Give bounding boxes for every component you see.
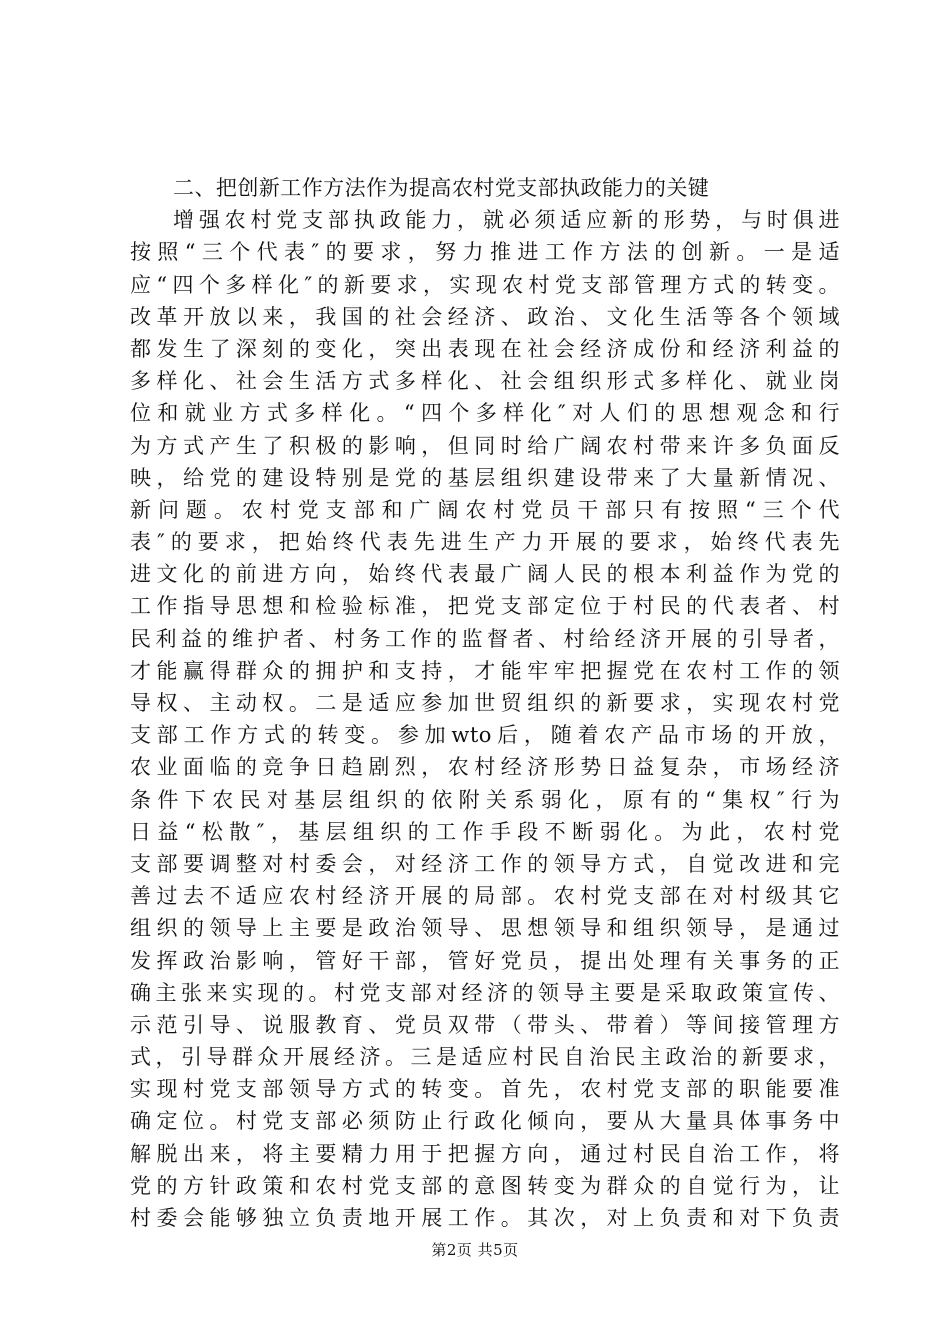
text-line: 增强农村党支部执政能力，就必须适应新的形势，与时俱进 xyxy=(173,208,840,233)
text-line: 映，给党的建设特别是党的基层组织建设带来了大量新情况、 xyxy=(130,465,840,490)
text-line: 改革开放以来，我国的社会经济、政治、文化生活等各个领域 xyxy=(130,304,840,329)
text-line: 确定位。村党支部必须防止行政化倾向，要从大量具体事务中 xyxy=(130,1109,840,1134)
text-line: 多样化、社会生活方式多样化、社会组织形式多样化、就业岗 xyxy=(130,369,840,394)
text-line: 日益“松散″，基层组织的工作手段不断弱化。为此，农村党 xyxy=(130,819,840,844)
text-line: 导权、主动权。二是适应参加世贸组织的新要求，实现农村党 xyxy=(130,691,840,715)
text-line: 村委会能够独立负责地开展工作。其次，对上负责和对下负责 xyxy=(130,1206,840,1230)
text-line: 善过去不适应农村经济开展的局部。农村党支部在对村级其它 xyxy=(130,884,840,909)
body-text xyxy=(130,172,840,1234)
text-line: 农业面临的竞争日趋剧烈，农村经济形势日益复杂，市场经济 xyxy=(130,755,840,780)
text-line: 都发生了深刻的变化，突出表现在社会经济成份和经济利益的 xyxy=(130,336,840,361)
text-line: 组织的领导上主要是政治领导、思想领导和组织领导，是通过 xyxy=(130,916,840,941)
text-line: 条件下农民对基层组织的依附关系弱化，原有的“集权″行为 xyxy=(130,787,840,812)
text-line: 新问题。农村党支部和广阔农村党员干部只有按照“三个代 xyxy=(130,497,840,522)
text-line: 示范引导、说服教育、党员双带（带头、带着）等间接管理方 xyxy=(130,1012,840,1037)
text-line: 式，引导群众开展经济。三是适应村民自治民主政治的新要求， xyxy=(130,1045,840,1070)
text-line: 支部要调整对村委会，对经济工作的领导方式，自觉改进和完 xyxy=(130,851,840,876)
page-number-footer: 第2页 共5页 xyxy=(431,1241,519,1259)
text-line: 表″的要求，把始终代表先进生产力开展的要求，始终代表先 xyxy=(130,530,840,555)
text-line: 为方式产生了积极的影响，但同时给广阔农村带来许多负面反 xyxy=(130,433,840,458)
text-line: 党的方针政策和农村党支部的意图转变为群众的自觉行为，让 xyxy=(130,1173,840,1198)
text-line: 进文化的前进方向，始终代表最广阔人民的根本利益作为党的 xyxy=(130,562,840,587)
section-heading: 二、把创新工作方法作为提高农村党支部执政能力的关键 xyxy=(173,176,710,200)
text-line: 位和就业方式多样化。“四个多样化″对人们的思想观念和行 xyxy=(130,401,840,426)
text-line: 按照“三个代表″的要求，努力推进工作方法的创新。一是适 xyxy=(130,240,840,265)
text-line: 实现村党支部领导方式的转变。首先，农村党支部的职能要准 xyxy=(130,1077,840,1102)
text-line: 支部工作方式的转变。参加wto后，随着农产品市场的开放， xyxy=(130,723,840,748)
text-line: 才能赢得群众的拥护和支持，才能牢牢把握党在农村工作的领 xyxy=(130,658,840,683)
text-line: 发挥政治影响，管好干部，管好党员，提出处理有关事务的正 xyxy=(130,948,840,973)
text-line: 确主张来实现的。村党支部对经济的领导主要是采取政策宣传、 xyxy=(130,980,840,1005)
text-line: 解脱出来，将主要精力用于把握方向，通过村民自治工作，将 xyxy=(130,1141,840,1166)
text-line: 民利益的维护者、村务工作的监督者、村给经济开展的引导者， xyxy=(130,626,840,651)
text-line: 应“四个多样化″的新要求，实现农村党支部管理方式的转变。 xyxy=(130,272,840,297)
text-line: 工作指导思想和检验标准，把党支部定位于村民的代表者、村 xyxy=(130,594,840,619)
